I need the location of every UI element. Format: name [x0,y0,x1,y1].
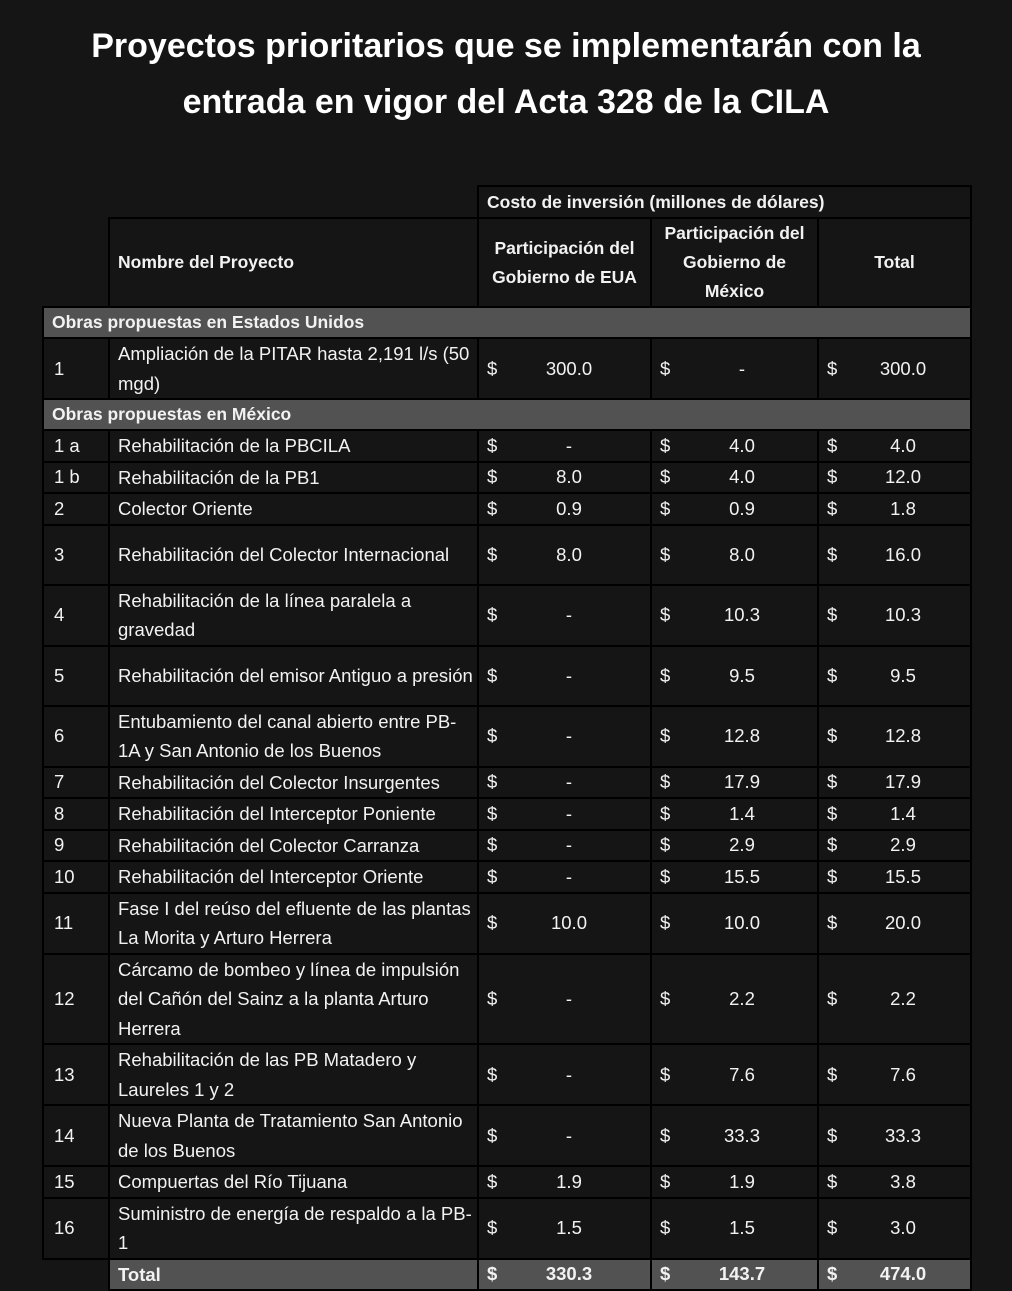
currency-symbol: $ [660,802,671,824]
header-spacer [43,186,478,218]
eua-cost [478,1044,651,1105]
total-cost [818,585,971,646]
project-number: 2 [43,493,109,525]
total-cost-value: 1.8 [890,497,916,519]
currency-symbol: $ [827,771,838,793]
total-cost [818,798,971,830]
currency-symbol: $ [487,1170,498,1192]
mex-cost [651,585,818,646]
total-cost [818,525,971,585]
project-number: 1 [43,338,109,399]
mex-cost-value: 10.0 [723,912,760,933]
mex-cost [651,893,818,954]
currency-symbol: $ [660,912,671,933]
currency-symbol: $ [827,466,838,488]
currency-symbol: $ [487,987,498,1009]
eua-cost-value: 1.9 [556,1170,582,1192]
currency-symbol: $ [660,1124,671,1146]
table-row [43,525,971,585]
eua-cost [478,1105,651,1166]
eua-cost-value: - [565,664,573,686]
table-row [43,706,971,767]
total-cost [818,1166,971,1198]
total-cost [818,1044,971,1105]
total-cost-value: 17.9 [884,771,921,793]
project-name: Colector Oriente [109,493,478,525]
mex-cost [651,798,818,830]
project-name: Nueva Planta de Tratamiento San Antonio de los Buenos [109,1105,478,1166]
currency-symbol: $ [487,802,498,824]
eua-cost [478,798,651,830]
eua-cost-value: - [565,1063,573,1085]
grand-total-value: 474.0 [879,1263,927,1285]
mex-cost-value: 2.9 [729,834,755,856]
table-row [43,830,971,862]
cost-header: Costo de inversión (millones de dólares) [478,186,971,218]
currency-symbol: $ [487,497,498,519]
project-number: 7 [43,767,109,799]
currency-symbol: $ [487,664,498,686]
project-name: Rehabilitación del emisor Antiguo a presión [109,646,478,706]
mex-cost-value: - [738,357,746,379]
currency-symbol: $ [487,912,498,933]
total-cost-value: 2.9 [890,834,916,856]
table-row [43,585,971,646]
project-number: 11 [43,893,109,954]
mex-cost-value: 2.2 [729,987,755,1009]
mex-cost [651,493,818,525]
eua-cost [478,493,651,525]
project-number: 8 [43,798,109,830]
currency-symbol: $ [487,1263,498,1285]
currency-symbol: $ [827,497,838,519]
table-row [43,954,971,1045]
total-cost [818,462,971,494]
mex-cost [651,1044,818,1105]
eua-cost [478,585,651,646]
eua-cost [478,861,651,893]
currency-symbol: $ [487,1063,498,1085]
mex-cost-value: 15.5 [723,865,760,887]
currency-symbol: $ [660,865,671,887]
project-number: 4 [43,585,109,646]
total-cost [818,430,971,462]
name-header: Nombre del Proyecto [109,218,478,307]
table-body [43,307,971,1290]
totals-row [43,1259,971,1291]
mex-total [651,1259,818,1291]
total-cost-value: 12.8 [884,725,921,746]
total-cost-value: 12.0 [884,466,921,488]
total-cost-value: 2.2 [890,987,916,1009]
currency-symbol: $ [487,357,498,379]
currency-symbol: $ [827,1170,838,1192]
total-cost-value: 10.3 [884,604,921,625]
mex-cost [651,1198,818,1259]
project-name: Compuertas del Río Tijuana [109,1166,478,1198]
currency-symbol: $ [487,543,498,565]
total-cost-value: 33.3 [884,1124,921,1146]
total-cost [818,861,971,893]
section-us: Obras propuestas en Estados Unidos [43,307,971,338]
eua-cost-value: 10.0 [550,912,587,933]
mex-cost-value: 12.8 [723,725,760,746]
table-row [43,861,971,893]
total-cost [818,1105,971,1166]
eua-cost-value: - [565,1124,573,1146]
project-name: Entubamiento del canal abierto entre PB-1A y San Antonio de los Buenos [109,706,478,767]
mex-cost-value: 10.3 [723,604,760,625]
total-cost-value: 4.0 [890,434,916,456]
mex-cost-value: 4.0 [729,434,755,456]
currency-symbol: $ [827,834,838,856]
total-cost-value: 1.4 [890,802,916,824]
currency-symbol: $ [660,604,671,625]
total-cost-value: 9.5 [890,664,916,686]
total-cost-value: 300.0 [879,357,927,379]
currency-symbol: $ [827,802,838,824]
project-number: 9 [43,830,109,862]
table-row [43,1105,971,1166]
currency-symbol: $ [487,1124,498,1146]
currency-symbol: $ [487,865,498,887]
mex-cost-value: 7.6 [729,1063,755,1085]
table-row [43,1166,971,1198]
currency-symbol: $ [827,1217,838,1238]
mex-cost-value: 1.4 [729,802,755,824]
currency-symbol: $ [827,604,838,625]
cost-header-row [43,186,971,218]
currency-symbol: $ [487,771,498,793]
section-mx-row [43,399,971,430]
eua-cost [478,1198,651,1259]
currency-symbol: $ [660,1263,671,1285]
total-cost-value: 3.0 [890,1217,916,1238]
currency-symbol: $ [827,434,838,456]
eua-cost-value: 300.0 [545,357,593,379]
mex-cost [651,1166,818,1198]
project-name: Rehabilitación del Colector Carranza [109,830,478,862]
project-name: Rehabilitación de la línea paralela a gravedad [109,585,478,646]
mex-cost [651,462,818,494]
eua-cost-value: - [565,802,573,824]
total-cost [818,706,971,767]
currency-symbol: $ [827,865,838,887]
table-row [43,893,971,954]
eua-cost-value: - [565,834,573,856]
total-cost [818,646,971,706]
eua-cost [478,706,651,767]
currency-symbol: $ [487,604,498,625]
mex-cost-value: 0.9 [729,497,755,519]
grand-total [818,1259,971,1291]
currency-symbol: $ [827,725,838,746]
eua-cost [478,646,651,706]
table-row [43,462,971,494]
currency-symbol: $ [487,466,498,488]
mex-cost [651,830,818,862]
eua-total [478,1259,651,1291]
eua-cost-value: - [565,865,573,887]
currency-symbol: $ [660,357,671,379]
title-line-2: entrada en vigor del Acta 328 de la CILA [182,83,830,121]
total-cost [818,1198,971,1259]
mex-cost [651,1105,818,1166]
mex-header: Participación del Gobierno de México [651,218,818,307]
currency-symbol: $ [827,1124,838,1146]
project-number: 6 [43,706,109,767]
mex-cost [651,646,818,706]
table-row [43,646,971,706]
mex-cost-value: 17.9 [723,771,760,793]
mex-cost-value: 1.5 [729,1217,755,1238]
table-row [43,493,971,525]
mex-cost-value: 4.0 [729,466,755,488]
total-cost-value: 16.0 [884,543,921,565]
eua-cost-value: - [565,604,573,625]
table-row [43,767,971,799]
project-number: 10 [43,861,109,893]
currency-symbol: $ [660,664,671,686]
eua-cost-value: - [565,987,573,1009]
project-number: 1 a [43,430,109,462]
currency-symbol: $ [827,543,838,565]
table-row [43,1044,971,1105]
currency-symbol: $ [660,434,671,456]
total-cost [818,338,971,399]
project-number: 14 [43,1105,109,1166]
currency-symbol: $ [660,1217,671,1238]
total-cost [818,767,971,799]
section-us-row [43,307,971,338]
eua-cost-value: - [565,725,573,746]
project-name: Rehabilitación de las PB Matadero y Laureles 1 y 2 [109,1044,478,1105]
eua-total-value: 330.3 [545,1263,593,1285]
eua-header: Participación del Gobierno de EUA [478,218,651,307]
total-cost-value: 3.8 [890,1170,916,1192]
project-name: Fase I del reúso del efluente de las plantas La Morita y Arturo Herrera [109,893,478,954]
section-mx: Obras propuestas en México [43,399,971,430]
project-name: Rehabilitación del Interceptor Oriente [109,861,478,893]
currency-symbol: $ [660,1063,671,1085]
project-number: 15 [43,1166,109,1198]
eua-cost [478,462,651,494]
mex-cost [651,954,818,1045]
totals-label: Total [109,1259,478,1291]
eua-cost [478,338,651,399]
totals-spacer [43,1259,109,1291]
mex-cost [651,706,818,767]
eua-cost-value: 0.9 [556,497,582,519]
page-title [0,18,1012,130]
total-cost [818,893,971,954]
mex-cost [651,525,818,585]
eua-cost-value: 1.5 [556,1217,582,1238]
eua-cost-value: - [565,434,573,456]
project-name: Cárcamo de bombeo y línea de impulsión del Cañón del Sainz a la planta Arturo Herrera [109,954,478,1045]
project-number: 3 [43,525,109,585]
project-number: 13 [43,1044,109,1105]
currency-symbol: $ [827,357,838,379]
project-number: 16 [43,1198,109,1259]
eua-cost [478,525,651,585]
eua-cost-value: - [565,771,573,793]
title-line-1: Proyectos prioritarios que se implementarán con la [91,27,921,65]
table-row [43,338,971,399]
currency-symbol: $ [660,987,671,1009]
table-row [43,1198,971,1259]
eua-cost [478,893,651,954]
currency-symbol: $ [660,771,671,793]
mex-cost [651,338,818,399]
project-number: 12 [43,954,109,1045]
currency-symbol: $ [660,834,671,856]
eua-cost-value: 8.0 [556,466,582,488]
eua-cost [478,830,651,862]
project-number: 5 [43,646,109,706]
eua-cost [478,767,651,799]
mex-total-value: 143.7 [718,1263,766,1285]
currency-symbol: $ [660,466,671,488]
total-cost-value: 7.6 [890,1063,916,1085]
currency-symbol: $ [660,497,671,519]
project-name: Ampliación de la PITAR hasta 2,191 l/s (50 mgd) [109,338,478,399]
projects-table [42,185,972,1291]
currency-symbol: $ [487,725,498,746]
currency-symbol: $ [660,543,671,565]
project-name: Rehabilitación del Interceptor Poniente [109,798,478,830]
currency-symbol: $ [827,987,838,1009]
project-name: Rehabilitación del Colector Internacional [109,525,478,585]
table-row [43,430,971,462]
eua-cost [478,430,651,462]
currency-symbol: $ [487,834,498,856]
currency-symbol: $ [827,1263,838,1285]
total-cost-value: 20.0 [884,912,921,933]
currency-symbol: $ [827,912,838,933]
mex-cost [651,430,818,462]
currency-symbol: $ [660,1170,671,1192]
total-cost [818,493,971,525]
currency-symbol: $ [827,664,838,686]
project-name: Rehabilitación de la PB1 [109,462,478,494]
currency-symbol: $ [660,725,671,746]
total-cost-value: 15.5 [884,865,921,887]
mex-cost-value: 1.9 [729,1170,755,1192]
currency-symbol: $ [827,1063,838,1085]
mex-cost [651,767,818,799]
currency-symbol: $ [487,1217,498,1238]
mex-cost-value: 8.0 [729,543,755,565]
eua-cost-value: 8.0 [556,543,582,565]
num-header [43,218,109,307]
total-header: Total [818,218,971,307]
project-number: 1 b [43,462,109,494]
mex-cost-value: 33.3 [723,1124,760,1146]
project-name: Rehabilitación del Colector Insurgentes [109,767,478,799]
eua-cost [478,954,651,1045]
total-cost [818,954,971,1045]
eua-cost [478,1166,651,1198]
currency-symbol: $ [487,434,498,456]
project-name: Suministro de energía de respaldo a la PB-1 [109,1198,478,1259]
total-cost [818,830,971,862]
mex-cost-value: 9.5 [729,664,755,686]
table-row [43,798,971,830]
column-header-row [43,218,971,307]
project-name: Rehabilitación de la PBCILA [109,430,478,462]
mex-cost [651,861,818,893]
